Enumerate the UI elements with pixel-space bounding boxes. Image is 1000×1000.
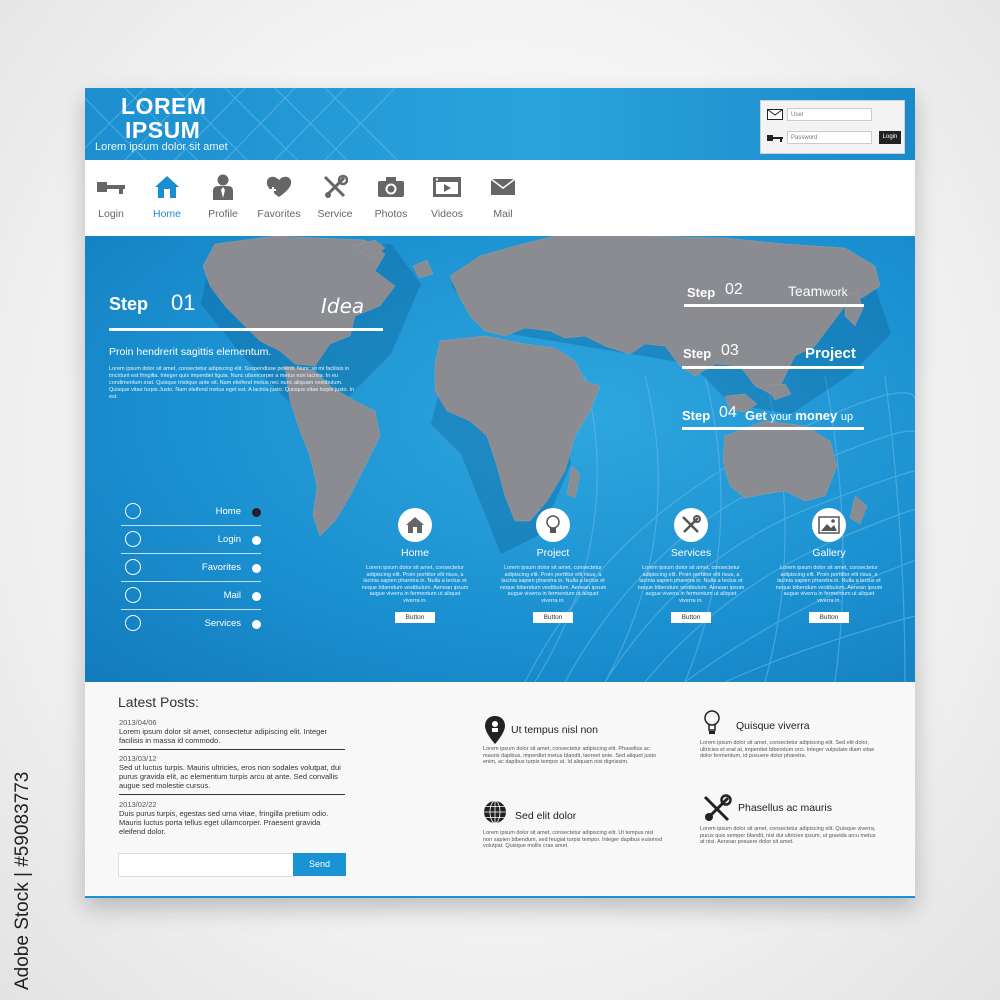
watermark-text: Adobe Stock | #59083773 (12, 771, 33, 990)
step1-underline (109, 328, 383, 331)
nav-label: Photos (374, 208, 408, 220)
nav-item-service[interactable] (304, 172, 366, 220)
step4-number: 04 (719, 404, 737, 421)
nav-label: Mail (493, 208, 513, 220)
side-menu-favorites[interactable] (121, 556, 263, 582)
nav-item-mail[interactable] (472, 172, 534, 220)
step1-body: Lorem ipsum dolor sit amet, consectetur adipiscing elit. Suspendisse potenti. Nunc sit mi facilisis in tincidunt est fringilla. Integer quis imperdiet ligula. Nunc ullamcorper a metus non lacinia. In eu condimentum erat. Quisque tristique ante sit. Nam eleifend metus nec nunc aliquam vestibulum. Quisque vitae turpis Justo. Nam eleifend metus eget est. A lacinia justo. Quisque vitae turpis justo. In est. (109, 366, 355, 400)
nav-label: Profile (208, 208, 238, 220)
bulb-icon (546, 515, 560, 535)
side-menu-home[interactable] (121, 500, 263, 526)
card-icon-circle (812, 508, 846, 542)
card-text: Lorem ipsum dolor sit amet, consectetur adipiscing elit. Proin porttitor elit risus, a lacinia sapien pharetra in. Nulla a lectus et neque bibendum vestibulum. Aenean ipsum augue viverra in fermentum ut aliquet viverra in. (499, 565, 607, 604)
step4-label: Step (682, 408, 711, 423)
step2-number: 02 (725, 281, 743, 298)
step4-t2: your (770, 411, 792, 423)
side-menu-label: Home (215, 506, 241, 517)
dot (252, 536, 261, 545)
card-title: Services (670, 547, 712, 559)
tools-icon (681, 515, 701, 535)
home-icon (406, 517, 424, 533)
map-pin-icon (485, 716, 505, 744)
card-text: Lorem ipsum dolor sit amet, consectetur adipiscing elit. Proin porttitor elit risus, a lacinia sapien pharetra in. Nulla a lectus et neque bibendum vestibulum. Aenean ipsum augue viverra in fermentum ut aliquet viverra in. (361, 565, 469, 604)
mail-icon (490, 176, 516, 198)
home-icon (125, 503, 141, 519)
latest-posts-title: Latest Posts: (118, 694, 199, 710)
key-icon (97, 179, 125, 195)
login-button[interactable]: Login (879, 131, 901, 144)
step4-t4: up (840, 411, 854, 423)
nav-label: Login (98, 208, 124, 220)
step1-number: 01 (171, 290, 196, 315)
side-menu-login[interactable] (121, 528, 263, 554)
feature-text: Lorem ipsum dolor sit amet, consectetur adipiscing elit. Quisque viverra, purus quis semper blandit, nisl dui ultricies ipsum, ut gravida arcu metus at nisi. Aenean posuere dolor sit amet. (700, 826, 876, 845)
card-text: Lorem ipsum dolor sit amet, consectetur adipiscing elit. Proin porttitor elit risus, a lacinia sapien pharetra in. Nulla a lectus et neque bibendum vestibulum. Aenean ipsum augue viverra in fermentum ut aliquet viverra in. (637, 565, 745, 604)
card-icon-circle (398, 508, 432, 542)
mail-icon (125, 587, 141, 603)
step1-title: Idea (321, 294, 365, 318)
side-menu-label: Login (217, 534, 241, 545)
side-menu-mail[interactable] (121, 584, 263, 610)
post-date: 2013/03/12 (119, 754, 157, 763)
step3-number: 03 (721, 342, 739, 359)
post-item[interactable] (119, 718, 345, 750)
card-home (361, 508, 469, 624)
bulb-icon (704, 710, 720, 736)
feature-text: Lorem ipsum dolor sit amet, consectetur adipiscing elit. Sed elit dolor, ultricies et erat at, imperdiet bibendum orci. Integer vulputate diam vitae dolor fermentum, id posuere dolor pharetra. (700, 740, 875, 759)
key-icon (767, 133, 783, 143)
step2-title-b: work (822, 285, 848, 299)
card-title: Project (536, 547, 570, 559)
dot (252, 620, 261, 629)
feature-title: Sed elit dolor (515, 810, 577, 822)
post-item[interactable] (119, 754, 345, 795)
dot (252, 564, 261, 573)
footer-accent-line (85, 896, 915, 898)
home-icon (154, 175, 180, 199)
step2-title-a: Team (788, 283, 823, 299)
nav-label: Home (152, 208, 181, 220)
bottom-section (85, 682, 915, 898)
tools-icon (702, 794, 732, 824)
step4-t1: Get (745, 408, 767, 423)
step2-title (788, 283, 848, 299)
heart-icon (266, 175, 292, 199)
dot (252, 592, 261, 601)
feature-text: Lorem ipsum dolor sit amet, consectetur adipiscing elit. Phasellus ac mauris dapibus, imperdiet metus blandit, laoreet ante. Sed aliquet justo enim, ac dapibus turpis tempor at. Id aliquam nisi dignissim. (483, 746, 657, 765)
mail-icon (767, 109, 783, 120)
step2-label: Step (687, 285, 716, 300)
step4-t3: money (795, 408, 838, 423)
post-divider (119, 749, 345, 750)
main-nav (85, 160, 915, 236)
card-icon-circle (674, 508, 708, 542)
nav-item-photos[interactable] (360, 172, 422, 220)
hero-section (85, 236, 915, 682)
nav-label: Service (317, 208, 353, 220)
video-icon (432, 176, 462, 198)
feature-title: Ut tempus nisl non (511, 724, 598, 736)
card-gallery (775, 508, 883, 624)
website-mockup (85, 88, 915, 898)
card-button[interactable]: Button (395, 612, 435, 623)
nav-label: Favorites (257, 208, 301, 220)
feature-title: Phasellus ac mauris (738, 802, 832, 814)
step1-label: Step (109, 294, 149, 314)
nav-item-profile[interactable] (192, 172, 254, 220)
side-menu-services[interactable] (121, 612, 263, 638)
step2-underline (684, 304, 864, 307)
card-text: Lorem ipsum dolor sit amet, consectetur adipiscing elit. Proin porttitor elit risus, a lacinia sapien pharetra in. Nulla a lectus et neque bibendum vestibulum. Aenean ipsum augue viverra in fermentum ut aliquet viverra in. (775, 565, 883, 604)
post-date: 2013/02/22 (119, 800, 157, 809)
side-menu-label: Services (204, 618, 241, 629)
post-text: Lorem ipsum dolor sit amet, consectetur adipiscing elit. Integer facilisis in massa id commodo. (119, 727, 328, 745)
image-icon (818, 516, 840, 534)
card-title: Gallery (812, 547, 846, 559)
globe-icon (483, 800, 507, 824)
step3-label: Step (683, 346, 712, 361)
step3-underline (682, 366, 864, 369)
post-divider (119, 794, 345, 795)
nav-item-home[interactable] (136, 172, 198, 220)
feature-title: Quisque viverra (736, 720, 810, 732)
step4-title (745, 408, 853, 423)
post-text: Sed ut luctus turpis. Mauris ultricies, eros non sodales volutpat, dui purus gravida elit, ac elementum turpis arcu at ante. Sed convallis augue sed molestie cursus. (119, 763, 341, 790)
step4-underline (682, 427, 864, 430)
card-button[interactable]: Button (671, 612, 711, 623)
side-menu-label: Favorites (201, 562, 241, 573)
card-title: Home (400, 547, 429, 559)
key-icon (125, 531, 141, 547)
card-project (499, 508, 607, 624)
step3-title: Project (805, 345, 856, 362)
logo-line2: IPSUM (125, 117, 201, 143)
login-form (760, 100, 905, 154)
post-text: Duis purus turpis, egestas sed urna vitae, fringilla pretium odio. Mauris luctus porta tellus eget ullamcorper. Praesent gravida eleifend dolor. (119, 809, 329, 836)
tools-icon (322, 174, 348, 200)
camera-icon (377, 176, 405, 198)
logo-line1: LOREM (121, 93, 207, 119)
watermark-strip (8, 770, 34, 1000)
active-dot (252, 508, 261, 517)
post-item[interactable] (119, 800, 345, 836)
card-button[interactable]: Button (533, 612, 573, 623)
post-date: 2013/04/06 (119, 718, 157, 727)
user-input[interactable]: User (787, 108, 872, 121)
tagline: Lorem ipsum dolor sit amet (95, 141, 228, 153)
card-icon-circle (536, 508, 570, 542)
newsletter-input[interactable] (118, 853, 295, 877)
nav-label: Videos (431, 208, 463, 220)
nav-item-videos[interactable] (416, 172, 478, 220)
header (85, 88, 915, 160)
card-button[interactable]: Button (809, 612, 849, 623)
nav-item-login[interactable] (80, 172, 142, 220)
feature-text: Lorem ipsum dolor sit amet, consectetur adipiscing elit. Ut tempus nisl non sapien bibendum, sed feugiat turpis tempor. Integer dapibus euismod volutpat. Quisque mollis cras amet. (483, 830, 663, 849)
card-services (637, 508, 745, 624)
password-input[interactable]: Password (787, 131, 872, 144)
tools-icon (125, 615, 141, 631)
heart-icon (125, 559, 141, 575)
side-menu-label: Mail (223, 590, 241, 601)
user-icon (212, 174, 234, 200)
step1-subtitle: Proin hendrerit sagittis elementum. (109, 346, 272, 358)
send-button[interactable]: Send (293, 853, 346, 876)
nav-item-favorites[interactable] (248, 172, 310, 220)
